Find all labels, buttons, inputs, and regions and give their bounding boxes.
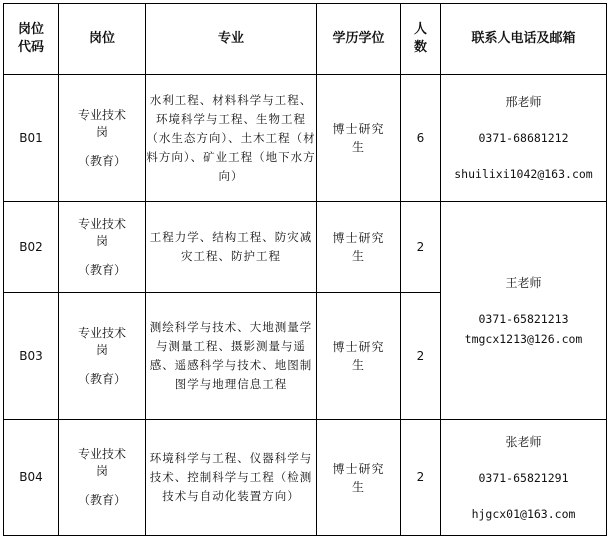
contact-email: hjgcx01@163.com — [471, 506, 576, 521]
cell-degree: 博士研究 生 — [317, 75, 401, 202]
cell-contact — [441, 75, 607, 202]
contact-phone: 0371-65821291 — [478, 470, 569, 485]
contact-email: tmgcx1213@126.com — [464, 331, 583, 346]
cell-major: 测绘科学与技术、大地测量学与测量工程、摄影测量与遥感、遥感科学与技术、地图制图学与地理信息工程 — [146, 293, 317, 420]
contact-phone: 0371-68681212 — [478, 131, 569, 145]
contact-email: shuilixi1042@163.com — [454, 167, 593, 181]
cell-count: 2 — [401, 420, 441, 536]
header-count: 人 数 — [401, 4, 441, 75]
header-position: 岗位 — [59, 4, 146, 75]
contact-name: 张老师 — [505, 434, 542, 449]
header-row — [4, 4, 607, 75]
cell-position: 专业技术 岗 （教育） — [59, 293, 146, 420]
table-row — [4, 420, 607, 536]
header-code: 岗位 代码 — [4, 4, 59, 75]
contact-phone: 0371-65821213 — [478, 311, 569, 326]
cell-count: 2 — [401, 293, 441, 420]
header-contact: 联系人电话及邮箱 — [441, 4, 607, 75]
cell-major: 工程力学、结构工程、防灾减灾工程、防护工程 — [146, 202, 317, 293]
cell-position: 专业技术 岗 （教育） — [59, 202, 146, 293]
table-row — [4, 202, 607, 293]
table-row — [4, 75, 607, 202]
cell-degree: 博士研究 生 — [317, 293, 401, 420]
header-degree: 学历学位 — [317, 4, 401, 75]
cell-contact — [441, 420, 607, 536]
cell-contact — [441, 202, 607, 420]
cell-code: B02 — [4, 202, 59, 293]
cell-code: B01 — [4, 75, 59, 202]
contact-name: 邢老师 — [505, 95, 542, 109]
cell-position: 专业技术 岗 （教育） — [59, 75, 146, 202]
cell-degree: 博士研究 生 — [317, 420, 401, 536]
job-table — [3, 3, 607, 536]
cell-code: B04 — [4, 420, 59, 536]
cell-count: 2 — [401, 202, 441, 293]
cell-position: 专业技术 岗 （教育） — [59, 420, 146, 536]
cell-major: 水利工程、材料科学与工程、环境科学与工程、生物工程（水生态方向）、土木工程（材料方向）、矿业工程（地下水方向） — [146, 75, 317, 202]
cell-degree: 博士研究 生 — [317, 202, 401, 293]
job-table-container — [3, 3, 607, 536]
cell-count: 6 — [401, 75, 441, 202]
cell-major: 环境科学与工程、仪器科学与技术、控制科学与工程（检测技术与自动化装置方向） — [146, 420, 317, 536]
contact-name: 王老师 — [505, 275, 542, 290]
header-major: 专业 — [146, 4, 317, 75]
cell-code: B03 — [4, 293, 59, 420]
